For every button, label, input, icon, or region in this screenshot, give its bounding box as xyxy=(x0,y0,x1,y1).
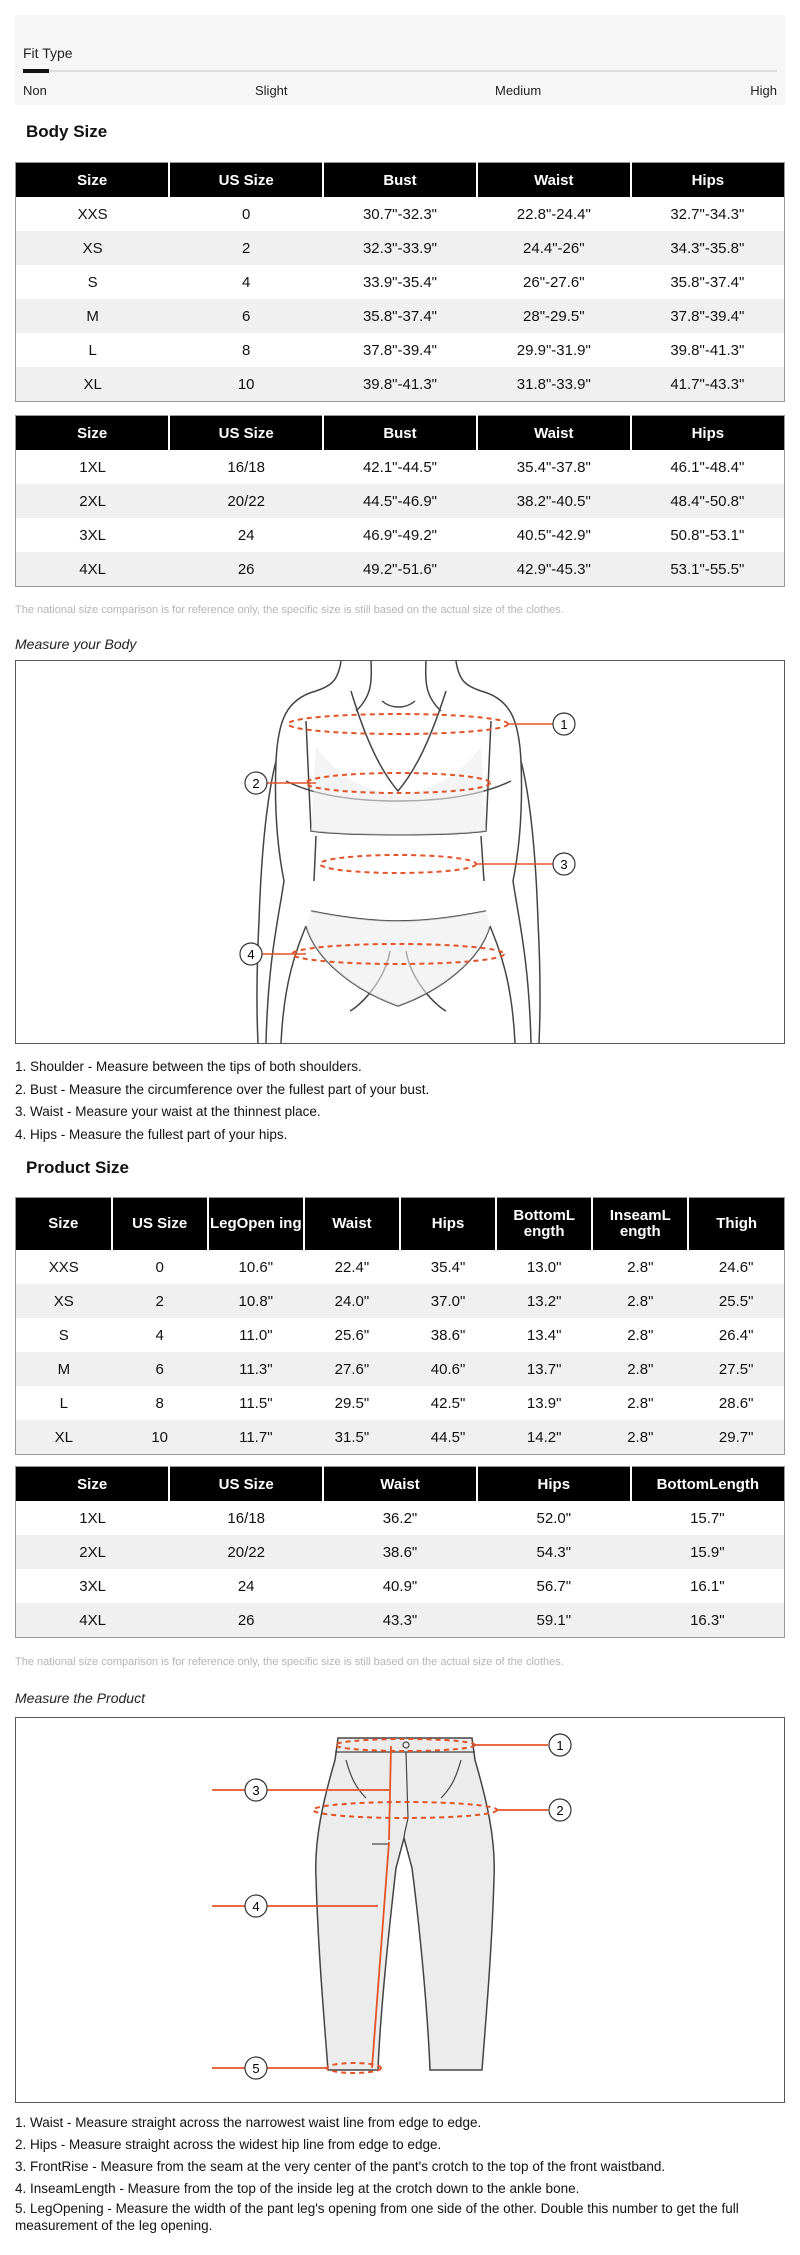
table-cell: 42.5" xyxy=(430,1394,466,1412)
svg-text:2: 2 xyxy=(556,1803,564,1818)
table-cell: 16/18 xyxy=(227,458,265,476)
body-size-title: Body Size xyxy=(26,122,108,141)
table-cell: 11.5" xyxy=(239,1394,273,1412)
svg-text:2: 2 xyxy=(252,776,260,791)
table-cell: 15.9" xyxy=(631,1535,785,1569)
table-cell: 2.8" xyxy=(592,1284,688,1318)
table-row xyxy=(16,484,785,518)
size-note: The national size comparison is for reference only, the specific size is still based on the actual size of the clothes. xyxy=(15,604,564,616)
table-cell: 26"-27.6" xyxy=(523,273,585,291)
col-header: Thigh xyxy=(688,1198,784,1251)
table-row xyxy=(16,552,785,587)
table-cell: XXS xyxy=(77,205,108,223)
table-cell: L xyxy=(88,341,97,359)
table-cell: 26 xyxy=(169,552,323,587)
table-cell: 33.9"-35.4" xyxy=(362,273,438,291)
svg-text:4: 4 xyxy=(247,947,255,962)
col-header: US Size xyxy=(169,416,323,451)
table-cell: 35.4"-37.8" xyxy=(516,458,591,476)
table-cell: 2 xyxy=(112,1284,208,1318)
table-cell: 10.6" xyxy=(238,1258,274,1276)
svg-text:1: 1 xyxy=(560,717,568,732)
table-row xyxy=(16,367,785,402)
table-cell: 3XL xyxy=(79,526,106,544)
table-cell: 20/22 xyxy=(169,484,323,518)
table-cell: S xyxy=(87,273,98,291)
table-cell: 35.8"-37.4" xyxy=(323,299,477,333)
table-row xyxy=(16,197,785,231)
table-cell: 35.4" xyxy=(430,1258,466,1276)
table-cell: 11.3" xyxy=(208,1352,304,1386)
product-size-table-1 xyxy=(15,1197,785,1455)
table-cell: 44.5" xyxy=(400,1420,496,1455)
instruction-item: 4. Hips - Measure the fullest part of your hips. xyxy=(15,1126,288,1142)
table-cell: 40.5"-42.9" xyxy=(516,526,591,544)
table-cell: 2.8" xyxy=(627,1394,654,1412)
svg-text:3: 3 xyxy=(252,1783,260,1798)
table-cell: 59.1" xyxy=(477,1603,631,1638)
table-row xyxy=(16,333,785,367)
table-cell: 1XL xyxy=(79,1509,106,1527)
table-row xyxy=(16,1603,785,1638)
table-header-row xyxy=(16,163,785,198)
table-header-row xyxy=(16,416,785,451)
fit-label-slight: Slight xyxy=(255,83,288,98)
table-cell: 8 xyxy=(242,341,251,359)
table-cell: XS xyxy=(16,1284,112,1318)
col-header: Waist xyxy=(477,416,631,451)
body-marker-3 xyxy=(553,853,575,875)
table-cell: 39.8"-41.3" xyxy=(670,341,745,359)
table-cell: 38.2"-40.5" xyxy=(477,484,631,518)
measure-product-title: Measure the Product xyxy=(15,1690,145,1706)
table-cell: 3XL xyxy=(79,1577,106,1595)
table-cell: 35.8"-37.4" xyxy=(670,273,745,291)
body-marker-1 xyxy=(553,713,575,735)
table-cell: 25.5" xyxy=(688,1284,784,1318)
col-header: Size xyxy=(16,416,170,451)
table-cell: 2.8" xyxy=(627,1326,654,1344)
instruction-item: 3. Waist - Measure your waist at the thinnest place. xyxy=(15,1104,321,1119)
table-cell: 2.8" xyxy=(592,1420,688,1455)
table-cell: 4 xyxy=(155,1326,164,1344)
table-cell: XL xyxy=(16,367,170,402)
table-cell: 4XL xyxy=(16,1603,170,1638)
body-figure xyxy=(15,660,785,1044)
table-cell: 36.2" xyxy=(382,1509,418,1527)
table-row xyxy=(16,265,785,299)
table-cell: 11.0" xyxy=(239,1326,273,1344)
table-cell: 24.4"-26" xyxy=(477,231,631,265)
table-cell: 26.4" xyxy=(718,1326,754,1344)
col-header: InseamL ength xyxy=(592,1198,688,1251)
table-cell: 4 xyxy=(242,273,251,291)
table-cell: 0 xyxy=(242,205,251,223)
table-cell: 44.5"-46.9" xyxy=(323,484,477,518)
table-cell: 41.7"-43.3" xyxy=(631,367,785,402)
table-cell: 43.3" xyxy=(323,1603,477,1638)
pants-marker-4 xyxy=(245,1895,267,1917)
table-cell: 42.1"-44.5" xyxy=(362,458,438,476)
body-size-table-1 xyxy=(15,162,785,402)
col-header: US Size xyxy=(169,1467,323,1502)
table-cell: M xyxy=(16,1352,112,1386)
table-cell: 38.6" xyxy=(323,1535,477,1569)
table-row xyxy=(16,1250,785,1284)
table-cell: 40.9" xyxy=(382,1577,418,1595)
product-instructions xyxy=(15,2112,785,2234)
body-marker-2 xyxy=(245,772,267,794)
table-cell: 40.6" xyxy=(400,1352,496,1386)
fit-label-medium: Medium xyxy=(495,83,542,98)
table-cell: 28.6" xyxy=(718,1394,754,1412)
table-cell: 46.9"-49.2" xyxy=(362,526,438,544)
table-row xyxy=(16,299,785,333)
table-cell: 13.7" xyxy=(496,1352,592,1386)
table-row xyxy=(16,1569,785,1603)
col-header: BottomLength xyxy=(631,1467,785,1502)
col-header: Size xyxy=(16,1467,170,1502)
table-cell: 13.0" xyxy=(526,1258,562,1276)
table-cell: 32.3"-33.9" xyxy=(323,231,477,265)
table-cell: 30.7"-32.3" xyxy=(362,205,438,223)
table-cell: 2.8" xyxy=(627,1258,654,1276)
table-cell: 13.9" xyxy=(526,1394,562,1412)
table-cell: 14.2" xyxy=(496,1420,592,1455)
table-cell: 56.7" xyxy=(536,1577,572,1595)
svg-text:3: 3 xyxy=(560,857,568,872)
fit-type-track xyxy=(23,70,777,72)
table-cell: 49.2"-51.6" xyxy=(323,552,477,587)
table-cell: 28"-29.5" xyxy=(477,299,631,333)
table-cell: 22.4" xyxy=(334,1258,370,1276)
table-cell: 1XL xyxy=(79,458,106,476)
table-row xyxy=(16,1352,785,1386)
fit-label-non: Non xyxy=(23,83,47,98)
product-size-note: The national size comparison is for reference only, the specific size is still based on the actual size of the clothes. xyxy=(15,1656,564,1668)
body-size-table-2 xyxy=(15,415,785,587)
col-header: LegOpen ing xyxy=(208,1198,304,1251)
instruction-item: 1. Waist - Measure straight across the narrowest waist line from edge to edge. xyxy=(15,2115,482,2130)
table-cell: 2XL xyxy=(16,484,170,518)
table-cell: 13.2" xyxy=(496,1284,592,1318)
table-cell: 15.7" xyxy=(690,1509,725,1527)
table-cell: 32.7"-34.3" xyxy=(670,205,745,223)
table-cell: 39.8"-41.3" xyxy=(323,367,477,402)
col-header: Waist xyxy=(323,1467,477,1502)
product-size-title: Product Size xyxy=(26,1158,129,1177)
col-header: US Size xyxy=(112,1198,208,1251)
table-cell: 4XL xyxy=(16,552,170,587)
table-cell: M xyxy=(16,299,170,333)
table-cell: 6 xyxy=(112,1352,208,1386)
table-cell: 2.8" xyxy=(592,1352,688,1386)
col-header: Waist xyxy=(477,163,631,198)
table-row xyxy=(16,450,785,484)
body-marker-4 xyxy=(240,943,262,965)
pants-marker-2 xyxy=(549,1799,571,1821)
fit-type-indicator xyxy=(23,69,49,73)
instruction-item: 1. Shoulder - Measure between the tips of both shoulders. xyxy=(15,1059,362,1074)
table-cell: 2 xyxy=(169,231,323,265)
table-cell: 34.3"-35.8" xyxy=(631,231,785,265)
instruction-item: 2. Hips - Measure straight across the widest hip line from edge to edge. xyxy=(15,2137,442,2152)
pants-marker-3 xyxy=(245,1779,267,1801)
col-header: Hips xyxy=(631,163,785,198)
product-figure xyxy=(15,1717,785,2103)
col-header: US Size xyxy=(169,163,323,198)
table-cell: 11.7" xyxy=(208,1420,304,1455)
instruction-item: 2. Bust - Measure the circumference over the fullest part of your bust. xyxy=(15,1081,430,1097)
table-cell: 25.6" xyxy=(334,1326,370,1344)
table-cell: 22.8"-24.4" xyxy=(516,205,591,223)
table-cell: 27.5" xyxy=(688,1352,784,1386)
table-cell: 8 xyxy=(155,1394,164,1412)
table-cell: 10 xyxy=(112,1420,208,1455)
product-size-table-2 xyxy=(15,1466,785,1638)
measure-body-title: Measure your Body xyxy=(15,636,137,652)
table-cell: 31.8"-33.9" xyxy=(477,367,631,402)
table-cell: 37.8"-39.4" xyxy=(362,341,438,359)
table-cell: 42.9"-45.3" xyxy=(477,552,631,587)
fit-type-panel xyxy=(15,15,785,105)
table-cell: XXS xyxy=(48,1258,79,1276)
table-cell: 24.6" xyxy=(718,1258,754,1276)
table-cell: 38.6" xyxy=(430,1326,466,1344)
table-row xyxy=(16,1420,785,1455)
fit-type-title: Fit Type xyxy=(23,45,73,61)
body-instructions xyxy=(15,1056,785,1146)
table-cell: 6 xyxy=(169,299,323,333)
pants-marker-1 xyxy=(549,1734,571,1756)
table-cell: XS xyxy=(16,231,170,265)
col-header: Hips xyxy=(631,416,785,451)
table-cell: L xyxy=(59,1394,68,1412)
col-header: Hips xyxy=(477,1467,631,1502)
table-cell: 48.4"-50.8" xyxy=(631,484,785,518)
svg-text:4: 4 xyxy=(252,1899,260,1914)
table-cell: 24 xyxy=(237,1577,255,1595)
table-cell: 24.0" xyxy=(304,1284,400,1318)
col-header: Waist xyxy=(304,1198,400,1251)
table-cell: S xyxy=(58,1326,69,1344)
fit-label-high: High xyxy=(750,83,777,98)
table-cell: 29.7" xyxy=(688,1420,784,1455)
table-cell: 10 xyxy=(169,367,323,402)
col-header: Size xyxy=(16,163,170,198)
table-row xyxy=(16,518,785,552)
table-cell: 2XL xyxy=(16,1535,170,1569)
table-cell: 54.3" xyxy=(477,1535,631,1569)
table-row xyxy=(16,231,785,265)
table-header-row xyxy=(16,1198,785,1251)
instruction-item: 5. LegOpening - Measure the width of the pant leg's opening from one side of the other. Double this number to get the full measurement of the leg opening. xyxy=(15,2201,739,2233)
table-cell: 16.1" xyxy=(690,1577,725,1595)
table-cell: 0 xyxy=(155,1258,164,1276)
instruction-item: 4. InseamLength - Measure from the top of the inside leg at the crotch down to the ankle bone. xyxy=(15,2181,580,2196)
pants-marker-5 xyxy=(245,2057,267,2079)
table-row xyxy=(16,1501,785,1535)
table-cell: 27.6" xyxy=(304,1352,400,1386)
table-cell: 29.5" xyxy=(334,1394,370,1412)
table-cell: 50.8"-53.1" xyxy=(670,526,745,544)
table-cell: 37.0" xyxy=(400,1284,496,1318)
table-cell: 20/22 xyxy=(169,1535,323,1569)
col-header: Bust xyxy=(323,163,477,198)
table-cell: 10.8" xyxy=(208,1284,304,1318)
table-cell: XL xyxy=(16,1420,112,1455)
table-row xyxy=(16,1386,785,1420)
table-cell: 31.5" xyxy=(304,1420,400,1455)
col-header: Size xyxy=(16,1198,112,1251)
svg-text:1: 1 xyxy=(556,1738,564,1753)
table-cell: 46.1"-48.4" xyxy=(670,458,745,476)
table-row xyxy=(16,1535,785,1569)
table-header-row xyxy=(16,1467,785,1502)
table-cell: 26 xyxy=(169,1603,323,1638)
col-header: BottomL ength xyxy=(496,1198,592,1251)
table-cell: 53.1"-55.5" xyxy=(631,552,785,587)
table-row xyxy=(16,1318,785,1352)
table-cell: 37.8"-39.4" xyxy=(631,299,785,333)
col-header: Bust xyxy=(323,416,477,451)
table-cell: 29.9"-31.9" xyxy=(516,341,591,359)
table-cell: 52.0" xyxy=(536,1509,572,1527)
table-cell: 24 xyxy=(237,526,255,544)
table-cell: 16.3" xyxy=(631,1603,785,1638)
instruction-item: 3. FrontRise - Measure from the seam at the very center of the pant's crotch to the top of the front waistband. xyxy=(15,2159,666,2174)
body-illustration xyxy=(16,661,784,1043)
col-header: Hips xyxy=(400,1198,496,1251)
table-cell: 16/18 xyxy=(227,1509,265,1527)
table-cell: 13.4" xyxy=(526,1326,562,1344)
pants-illustration xyxy=(16,1718,784,2102)
svg-text:5: 5 xyxy=(252,2061,260,2076)
table-row xyxy=(16,1284,785,1318)
